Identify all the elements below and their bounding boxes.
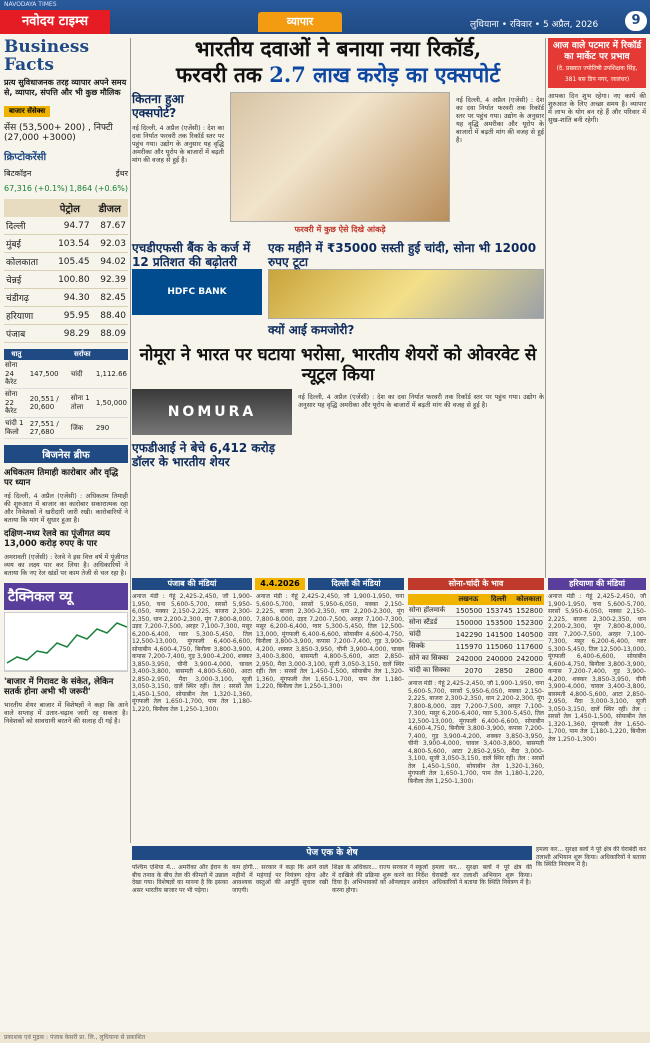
table-cell: चांदी (408, 629, 453, 641)
table-cell: 147,500 (29, 360, 70, 389)
table-cell: 115060 (483, 641, 513, 653)
bullion-header (408, 594, 453, 605)
table-cell: सोना हॉलमार्क (408, 605, 453, 617)
table-cell: चांदी का सिक्का (408, 665, 453, 677)
table-cell: 92.39 (92, 271, 128, 289)
horoscope-title: आज वाले पटमार में रिकॉर्ड का मार्केट पर प्रभाव (552, 41, 642, 62)
lead-headline-line1: भारतीय दवाओं ने बनाया नया रिकॉर्ड, (194, 36, 482, 61)
table-cell: 150500 (453, 605, 483, 617)
mandi-date: 4.4.2026 (255, 578, 305, 590)
table-cell: 117600 (514, 641, 544, 653)
table-cell: 94.77 (48, 217, 91, 235)
table-cell: 92.03 (92, 235, 128, 253)
table-cell: 152300 (514, 617, 544, 629)
table-row (408, 641, 544, 653)
table-cell: 150000 (453, 617, 483, 629)
table-row (4, 271, 128, 289)
brief-item1-body: नई दिल्ली, 4 अप्रैल (एजेंसी) : अधिकतम तिमाही की शुरुआत में बाजार का कारोबार सकारात्मक रहा और निवेशकों ने खरीदारी जारी रखी। कारोबारियों ने बताया कि मांग में सुधार हुआ है। (4, 492, 128, 524)
fuel-table (4, 199, 128, 343)
table-cell: कोलकाता (4, 253, 48, 271)
mandi-listing-2: अनाज मंडी : गेहूं 2,425-2,450, जौ 1,900-1,950, चना 5,600-5,700, सरसों 5,950-6,050, मक्का 2,150-2,225, बाजरा 2,300-2,350, धान 2,200-2,300, मूंग 7,800-8,000, उड़द 7,200-7,500, अरहर 7,100-7,300, मसूर 6,200-6,400, ग्वार 5,300-5,450, तिल 12,500-13,000, मूंगफली 6,400-6,600, सोयाबीन 4,600-4,750, बिनौला 3,800-3,900, कपास 7,200-7,400, गुड़ 3,900-4,200, शक्कर 3,850-3,950, चीनी 3,900-4,000, चावल 3,400-3,800, बासमती 4,800-5,600, आटा 2,850-2,950, मैदा 3,000-3,100, सूजी 3,050-3,150, दालें स्थिर रहीं। तेल : सरसों तेल 1,450-1,500, सोयाबीन तेल 1,320-1,360, मूंगफली तेल 1,650-1,700, पाम तेल 1,180-1,220, बिनौला तेल 1,250-1,300। (256, 593, 404, 690)
table-cell: चांदी (70, 360, 95, 389)
table-cell: चेन्नई (4, 271, 48, 289)
table-cell: 20,551 / 20,600 (29, 389, 70, 418)
table-row (408, 653, 544, 665)
table-cell: 153500 (483, 617, 513, 629)
table-cell: 2850 (483, 665, 513, 677)
right-column (548, 38, 646, 124)
table-cell: पंजाब (4, 325, 48, 343)
table-cell: 94.30 (48, 289, 91, 307)
table-row (4, 217, 128, 235)
table-cell: 103.54 (48, 235, 91, 253)
table-row (408, 605, 544, 617)
masthead-bar (0, 0, 650, 34)
masthead-small: NAVODAYA TIMES (4, 1, 57, 8)
table-cell: 87.67 (92, 217, 128, 235)
table-cell: सोना स्टैंडर्ड (408, 617, 453, 629)
brief-item2-head[interactable]: दक्षिण-मध्य रेलवे का पूंजीगत व्यय 13,000 करोड़ रुपए के पार (4, 529, 110, 549)
table-cell: दिल्ली (4, 217, 48, 235)
table-row (4, 360, 128, 389)
table-cell: जिंक (70, 418, 95, 439)
section-tab[interactable]: व्यापार (258, 12, 342, 32)
business-brief-title: बिजनेस ब्रीफ (4, 445, 128, 463)
delhi-mandi-title: दिल्ली की मंडियां (308, 578, 404, 590)
bitcoin-value: 67,316 (+0.1%) (4, 184, 68, 193)
metal-header: धातु (4, 349, 29, 360)
table-cell: सोना 24 कैरेट (4, 360, 29, 389)
table-cell: 153745 (483, 605, 513, 617)
table-cell: 140500 (514, 629, 544, 641)
lead-story-text: नई दिल्ली, 4 अप्रैल (एजेंसी) : देश का दवा निर्यात फरवरी तक रिकॉर्ड स्तर पर पहुंच गया। उद्योग के अनुसार यह वृद्धि अमरीका और यूरोप के बाजारों में बढ़ती मांग की वजह से हुई है। (132, 124, 224, 164)
brief-item2-body: अमरावती (एजेंसी) : रेलवे ने इस वित्त वर्ष में पूंजीगत व्यय का लक्ष्य पार कर लिया है। अधिकारियों ने बताया कि नए रेल खंडों पर काम तेजी से चल रहा है। (4, 553, 128, 577)
table-cell: 95.95 (48, 307, 91, 325)
metal-header (29, 349, 70, 360)
crypto-heading: क्रिप्टोकरेंसी (4, 152, 47, 163)
table-cell: सोना 22 कैरेट (4, 389, 29, 418)
continued-col-4: हमला कर... सुरक्षा बलों ने पूरे क्षेत्र की घेराबंदी कर तलाशी अभियान शुरू किया। अधिकारियों ने बताया कि स्थिति नियंत्रण में है। (432, 864, 532, 886)
table-cell: 152800 (514, 605, 544, 617)
table-cell: 27,551 / 27,680 (29, 418, 70, 439)
delhi-mandi-listing: अनाज मंडी : गेहूं 2,425-2,450, जौ 1,900-1,950, चना 5,600-5,700, सरसों 5,950-6,050, मक्का 2,150-2,225, बाजरा 2,300-2,350, धान 2,200-2,300, मूंग 7,800-8,000, उड़द 7,200-7,500, अरहर 7,100-7,300, मसूर 6,200-6,400, ग्वार 5,300-5,450, तिल 12,500-13,000, मूंगफली 6,400-6,600, सोयाबीन 4,600-4,750, बिनौला 3,800-3,900, कपास 7,200-7,400, गुड़ 3,900-4,200, शक्कर 3,850-3,950, चीनी 3,900-4,000, चावल 3,400-3,800, बासमती 4,800-5,600, आटा 2,850-2,950, मैदा 3,000-3,100, सूजी 3,050-3,150, दालें स्थिर रहीं। तेल : सरसों तेल 1,450-1,500, सोयाबीन तेल 1,320-1,360, मूंगफली तेल 1,650-1,700, पाम तेल 1,180-1,220, बिनौला तेल 1,250-1,300। (408, 680, 544, 785)
bullion-header: दिल्ली (483, 594, 513, 605)
table-row (408, 665, 544, 677)
photo-caption: फरवरी में कुछ ऐसे दिखे आंकड़े (294, 225, 386, 234)
ether-label: ईथर (115, 169, 128, 178)
business-facts-title: Business Facts (4, 37, 90, 75)
brief-item1-head[interactable]: अधिकतम तिमाही कारोबार और वृद्धि पर ध्यान (4, 468, 119, 488)
table-row (4, 389, 128, 418)
fuel-header: डीजल (92, 199, 128, 217)
market-tag: बाजार सेंसेक्स (4, 106, 50, 117)
column-divider (130, 38, 131, 843)
table-cell: 100.80 (48, 271, 91, 289)
table-cell: 88.40 (92, 307, 128, 325)
lead-headline[interactable] (132, 36, 544, 88)
continued-col-3: शिक्षा के अधिकार... राज्य सरकार ने स्कूलों में दाखिले की प्रक्रिया शुरू करने का निर्देश दिया है। अभिभावकों को ऑनलाइन आवेदन करना होगा। (332, 864, 428, 894)
table-cell: 2800 (514, 665, 544, 677)
table-cell: 290 (95, 418, 128, 439)
haryana-mandi-title: हरियाणा की मंडियां (548, 578, 646, 590)
lead-headline-line2b: 2.7 लाख करोड़ का एक्सपोर्ट (269, 62, 500, 87)
fuel-header: पेट्रोल (48, 199, 91, 217)
page-number: 9 (625, 11, 647, 31)
technical-view-title: टैक्निकल व्यू (4, 583, 128, 610)
hdfc-headline[interactable]: एचडीएफसी बैंक के कर्ज में 12 प्रतिशत की बढ़ोतरी (132, 241, 251, 269)
horoscope-subtitle: (दे. प्रख्यात ज्योतिषी उपशिक्षक सिंह, 381 बस डिप नगर, जालंधर) (556, 65, 638, 83)
nomura-headline[interactable]: नोमूरा ने भारत पर घटाया भरोसा, भारतीय शेयरों को ओवरवेट से न्यूट्रल किया (139, 345, 537, 385)
fuel-header (4, 199, 48, 217)
masthead[interactable]: नवोदय टाइम्स (0, 10, 110, 34)
crypto-row (4, 168, 128, 179)
table-cell: चंडीगढ़ (4, 289, 48, 307)
table-cell: सोना 1 तोला (70, 389, 95, 418)
metal-table (4, 349, 128, 439)
lead-headline-line2a: फरवरी तक (176, 62, 262, 87)
horoscope-body: आपका दिन शुभ रहेगा। नए कार्य की शुरुआत के लिए अच्छा समय है। व्यापार में लाभ के योग बन रहे हैं और परिवार में सुख-शांति बनी रहेगी। (548, 92, 646, 124)
technical-body: भारतीय शेयर बाजार में विशेषज्ञों ने कहा कि आने वाले सप्ताह में उतार-चढ़ाव जारी रह सकता है। निवेशकों को सावधानी बरतने की सलाह दी गई है। (4, 701, 128, 725)
table-cell: 2070 (453, 665, 483, 677)
hdfc-logo: HDFC BANK (132, 269, 262, 315)
left-column (4, 38, 128, 725)
table-cell: 141500 (483, 629, 513, 641)
main-column (132, 36, 544, 469)
silver-headline[interactable]: एक महीने में ₹35000 सस्ती हुई चांदी, सोना भी 12000 रुपए टूटा (268, 241, 537, 269)
table-cell: 142290 (453, 629, 483, 641)
sensex-line: सेंस (53,500+ 200) , निफ्टी (27,000 +3000) (4, 123, 113, 143)
table-cell: 1,112.66 (95, 360, 128, 389)
continued-col-2: कम होगी... सरकार ने कहा कि आने वाले महीनों में महंगाई पर नियंत्रण रहेगा और आवश्यक वस्तुओं की आपूर्ति सुचारु रखी जाएगी। (232, 864, 328, 894)
gold-silver-photo (268, 269, 544, 319)
table-row (408, 629, 544, 641)
column-divider (545, 38, 546, 578)
lead-story-continued: नई दिल्ली, 4 अप्रैल (एजेंसी) : देश का दवा निर्यात फरवरी तक रिकॉर्ड स्तर पर पहुंच गया। उद्योग के अनुसार यह वृद्धि अमरीका और यूरोप के बाजारों में बढ़ती मांग की वजह से हुई है। (456, 96, 544, 144)
table-row (4, 289, 128, 307)
table-row (4, 325, 128, 343)
table-cell: 242000 (453, 653, 483, 665)
imprint-footer: प्रकाशक एवं मुद्रक : पंजाब केसरी प्रा. लि., लुधियाना से प्रकाशित (0, 1032, 650, 1043)
table-cell: मुंबई (4, 235, 48, 253)
table-cell: हरियाणा (4, 307, 48, 325)
business-facts-headline: प्रत्य सुविधाजनक तरह व्यापार अपने समय से, व्यापार, संपत्ति और भी कुछ मौलिक (4, 78, 127, 97)
fdi-headline[interactable]: एफडीआई ने बेचे 6,412 करोड़ डॉलर के भारतीय शेयर (132, 441, 276, 469)
table-cell: 242000 (514, 653, 544, 665)
bullion-header: लखनऊ (453, 594, 483, 605)
technical-headline[interactable]: 'बाजार में गिरावट के संकेत, लेकिन सतर्क होना अभी भी जरूरी' (4, 677, 114, 697)
candlestick-icon (5, 613, 128, 672)
bullion-table (408, 594, 544, 677)
weakness-subhead: क्यों आई कमजोरी? (268, 323, 355, 337)
table-cell: 240000 (483, 653, 513, 665)
table-cell: 94.02 (92, 253, 128, 271)
technical-chart (4, 612, 128, 672)
pharma-photo (230, 92, 450, 222)
export-subhead: कितना हुआ एक्सपोर्ट? (132, 92, 184, 120)
table-row (4, 253, 128, 271)
metal-header (95, 349, 128, 360)
table-cell: सोने का सिक्का (408, 653, 453, 665)
table-row (408, 617, 544, 629)
dateline: लुधियाना • रविवार • 5 अप्रैल, 2026 (470, 20, 599, 30)
nomura-logo: NOMURA (132, 389, 292, 435)
table-row (4, 418, 128, 439)
continued-banner: पेज एक के शेष (132, 846, 532, 860)
ether-value: 1,864 (+0.6%) (69, 184, 128, 193)
bitcoin-label: बिटकॉइन (4, 169, 32, 178)
table-cell: 105.45 (48, 253, 91, 271)
horoscope-box (548, 38, 646, 88)
continued-col-1: पश्चिम एशिया में... अमरीका और ईरान के बीच तनाव के बीच तेल की कीमतों में उछाल देखा गया। विशेषज्ञों का मानना है कि इसका असर भारतीय बाजार पर भी पड़ेगा। (132, 864, 228, 894)
nomura-story: नई दिल्ली, 4 अप्रैल (एजेंसी) : देश का दवा निर्यात फरवरी तक रिकॉर्ड स्तर पर पहुंच गया। उद्योग के अनुसार यह वृद्धि अमरीका और यूरोप के बाजारों में बढ़ती मांग की वजह से हुई है। (298, 393, 544, 409)
table-cell: 115970 (453, 641, 483, 653)
continued-col-5: हमला कर... सुरक्षा बलों ने पूरे क्षेत्र की घेराबंदी कर तलाशी अभियान शुरू किया। अधिकारियों ने बताया कि स्थिति नियंत्रण में है। (536, 846, 646, 868)
table-row (4, 235, 128, 253)
punjab-mandi-title: पंजाब की मंडियां (132, 578, 252, 590)
bullion-title: सोना-चांदी के भाव (408, 578, 544, 590)
bullion-header: कोलकाता (514, 594, 544, 605)
punjab-mandi-listing: अनाज मंडी : गेहूं 2,425-2,450, जौ 1,900-1,950, चना 5,600-5,700, सरसों 5,950-6,050, मक्का 2,150-2,225, बाजरा 2,300-2,350, धान 2,200-2,300, मूंग 7,800-8,000, उड़द 7,200-7,500, अरहर 7,100-7,300, मसूर 6,200-6,400, ग्वार 5,300-5,450, तिल 12,500-13,000, मूंगफली 6,400-6,600, सोयाबीन 4,600-4,750, बिनौला 3,800-3,900, कपास 7,200-7,400, गुड़ 3,900-4,200, शक्कर 3,850-3,950, चीनी 3,900-4,000, चावल 3,400-3,800, बासमती 4,800-5,600, आटा 2,850-2,950, मैदा 3,000-3,100, सूजी 3,050-3,150, दालें स्थिर रहीं। तेल : सरसों तेल 1,450-1,500, सोयाबीन तेल 1,320-1,360, मूंगफली तेल 1,650-1,700, पाम तेल 1,180-1,220, बिनौला तेल 1,250-1,300। (132, 593, 252, 713)
table-cell: 88.09 (92, 325, 128, 343)
table-cell: 98.29 (48, 325, 91, 343)
table-cell: 82.45 (92, 289, 128, 307)
table-cell: चांदी 1 किलो (4, 418, 29, 439)
table-row (4, 307, 128, 325)
crypto-values (4, 184, 128, 193)
haryana-mandi-listing: अनाज मंडी : गेहूं 2,425-2,450, जौ 1,900-1,950, चना 5,600-5,700, सरसों 5,950-6,050, मक्का 2,150-2,225, बाजरा 2,300-2,350, धान 2,200-2,300, मूंग 7,800-8,000, उड़द 7,200-7,500, अरहर 7,100-7,300, मसूर 6,200-6,400, ग्वार 5,300-5,450, तिल 12,500-13,000, मूंगफली 6,400-6,600, सोयाबीन 4,600-4,750, बिनौला 3,800-3,900, कपास 7,200-7,400, गुड़ 3,900-4,200, शक्कर 3,850-3,950, चीनी 3,900-4,000, चावल 3,400-3,800, बासमती 4,800-5,600, आटा 2,850-2,950, मैदा 3,000-3,100, सूजी 3,050-3,150, दालें स्थिर रहीं। तेल : सरसों तेल 1,450-1,500, सोयाबीन तेल 1,320-1,360, मूंगफली तेल 1,650-1,700, पाम तेल 1,180-1,220, बिनौला तेल 1,250-1,300। (548, 593, 646, 743)
table-cell: सिक्के (408, 641, 453, 653)
metal-header: सर्राफा (70, 349, 95, 360)
table-cell: 1,50,000 (95, 389, 128, 418)
